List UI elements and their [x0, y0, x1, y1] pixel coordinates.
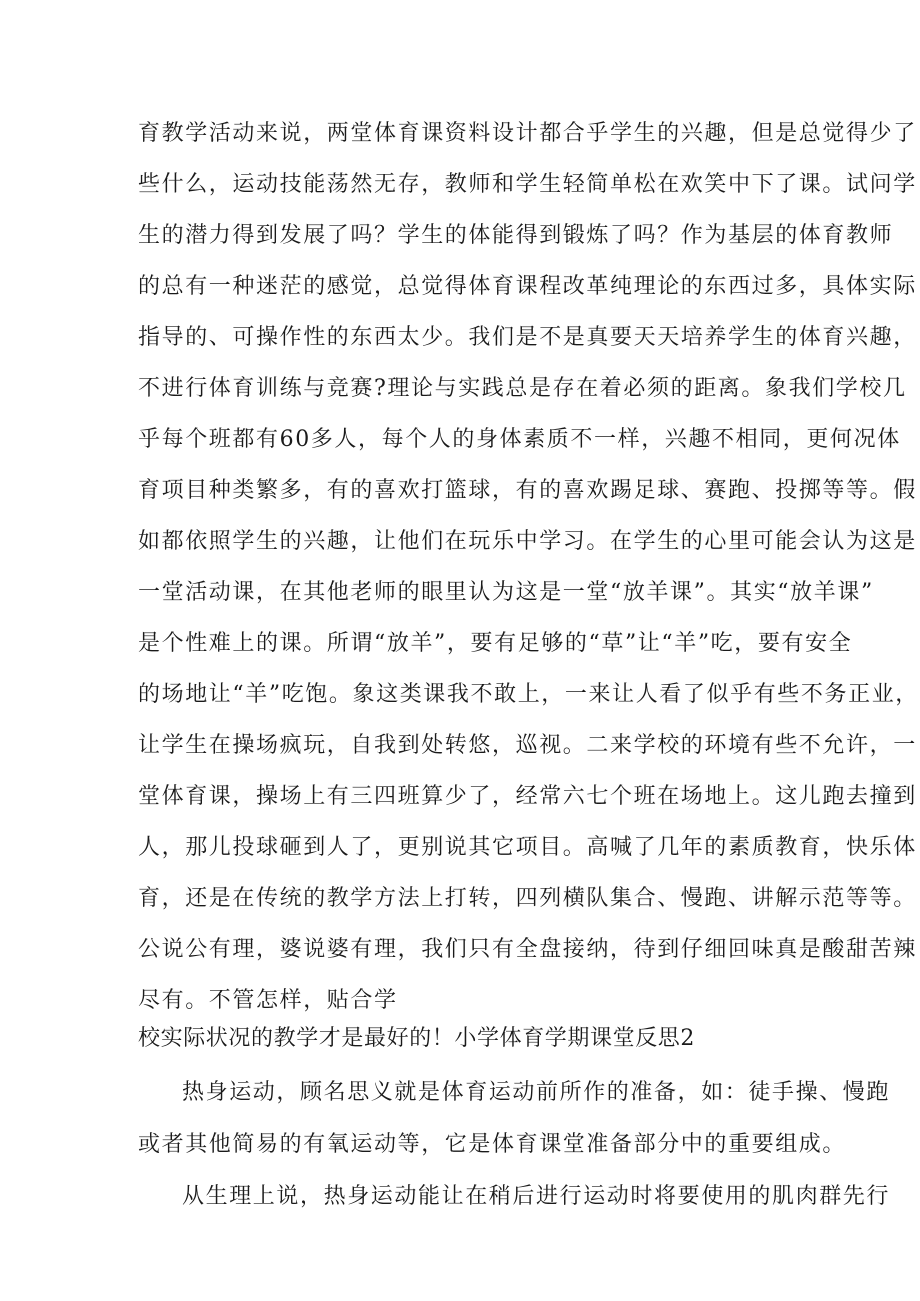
- text-line: 生的潜力得到发展了吗？学生的体能得到锻炼了吗？作为基层的体育教师: [138, 223, 894, 248]
- text-line: 人，那儿投球砸到人了，更别说其它项目。高喊了几年的素质教育，快乐体: [138, 835, 917, 860]
- text-line: 堂体育课，操场上有三四班算少了，经常六七个班在场地上。这儿跑去撞到: [138, 784, 917, 809]
- text-line: 让学生在操场疯玩，自我到处转悠，巡视。二来学校的环境有些不允许，一: [138, 733, 917, 758]
- section-heading: 校实际状况的教学才是最好的！小学体育学期课堂反思2: [138, 1026, 695, 1051]
- text-line: 育教学活动来说，两堂体育课资料设计都合乎学生的兴趣，但是总觉得少了: [138, 121, 917, 146]
- text-line: 的场地让“羊”吃饱。象这类课我不敢上，一来让人看了似乎有些不务正业，: [138, 682, 919, 707]
- text-line: 尽有。不管怎样，贴合学: [138, 988, 398, 1013]
- text-line: 指导的、可操作性的东西太少。我们是不是真要天天培养学生的体育兴趣，: [138, 325, 917, 350]
- text-line: 如都依照学生的兴趣，让他们在玩乐中学习。在学生的心里可能会认为这是: [138, 529, 917, 554]
- text-line: 些什么，运动技能荡然无存，教师和学生轻简单松在欢笑中下了课。试问学: [138, 172, 917, 197]
- text-line: 公说公有理，婆说婆有理，我们只有全盘接纳，待到仔细回味真是酸甜苦辣: [138, 937, 917, 962]
- text-line: 育，还是在传统的教学方法上打转，四列横队集合、慢跑、讲解示范等等。: [138, 886, 917, 911]
- text-line: 的总有一种迷茫的感觉，总觉得体育课程改革纯理论的东西过多，具体实际: [138, 274, 917, 299]
- text-line: 从生理上说，热身运动能让在稍后进行运动时将要使用的肌肉群先行: [182, 1184, 891, 1209]
- text-line: 或者其他简易的有氧运动等，它是体育课堂准备部分中的重要组成。: [138, 1132, 847, 1157]
- text-line: 一堂活动课，在其他老师的眼里认为这是一堂“放羊课”。其实“放羊课”: [138, 580, 874, 605]
- text-line: 不进行体育训练与竞赛?理论与实践总是存在着必须的距离。象我们学校几: [138, 376, 907, 401]
- text-line: 乎每个班都有60多人，每个人的身体素质不一样，兴趣不相同，更何况体: [138, 427, 901, 452]
- text-line: 是个性难上的课。所谓“放羊”，要有足够的“草”让“羊”吃，要有安全: [138, 631, 853, 656]
- text-line: 热身运动，顾名思义就是体育运动前所作的准备，如：徒手操、慢跑: [182, 1080, 891, 1105]
- text-line: 育项目种类繁多，有的喜欢打篮球，有的喜欢踢足球、赛跑、投掷等等。假: [138, 478, 917, 503]
